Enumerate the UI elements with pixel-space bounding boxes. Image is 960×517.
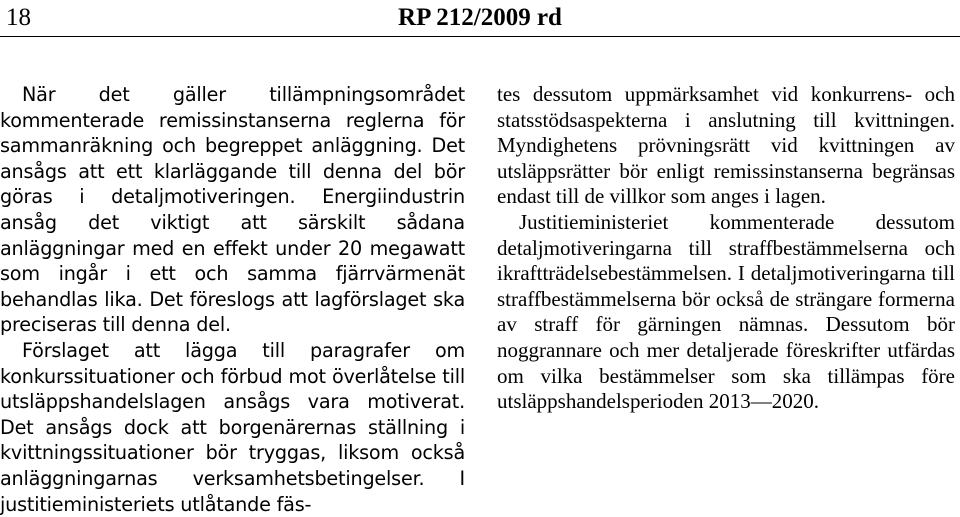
right-paragraph-2: Justitieministeriet kommenterade dessutom detaljmotiveringarna till straffbestämmelserna och ikraftträdelsebestämmelsen. I detaljmotiveringarna till straffbestämmelserna bör också de strängare formerna av straff för gärningen nämnas. Dessutom bör noggrannare och mer detaljerade föreskrifter utfärdas om vilka bestämmelser som ska tillämpas före utsläppshandelsperioden 2013—2020.	[497, 209, 955, 414]
right-column	[497, 82, 955, 415]
page-number: 18	[6, 4, 31, 31]
left-column	[0, 82, 465, 517]
page-header	[0, 0, 960, 40]
left-paragraph-1: När det gäller tillämpningsområdet kommenterade remissinstanserna reglerna för sammanräkning och begreppet anläggning. Det ansågs att ett klarläggande till denna del bör göras i detaljmotiveringen. Energiindustrin ansåg det viktigt att särskilt sådana anläggningar med en effekt under 20 megawatt som ingår i ett och samma fjärrvärmenät behandlas lika. Det föreslogs att lagförslaget ska preciseras till denna del.	[0, 83, 465, 337]
right-paragraph-1: tes dessutom uppmärksamhet vid konkurrens- och statsstödsaspekterna i anslutning till kvittningen. Myndighetens prövningsrätt vid kvittningen av utsläppsrätter bör enligt remissinstanserna begränsas endast till de villkor som anges i lagen.	[497, 82, 955, 209]
header-rule	[0, 36, 960, 37]
left-paragraph-2: Förslaget att lägga till paragrafer om konkurssituationer och förbud mot överlåtelse till utsläppshandelslagen ansågs vara motiverat. Det ansågs dock att borgenärernas ställning i kvittningssituationer bör tryggas, liksom också anläggningarnas verksamhetsbetingelser. I justitieministeriets utlåtande fäs-	[0, 338, 465, 516]
document-reference: RP 212/2009 rd	[398, 4, 562, 31]
